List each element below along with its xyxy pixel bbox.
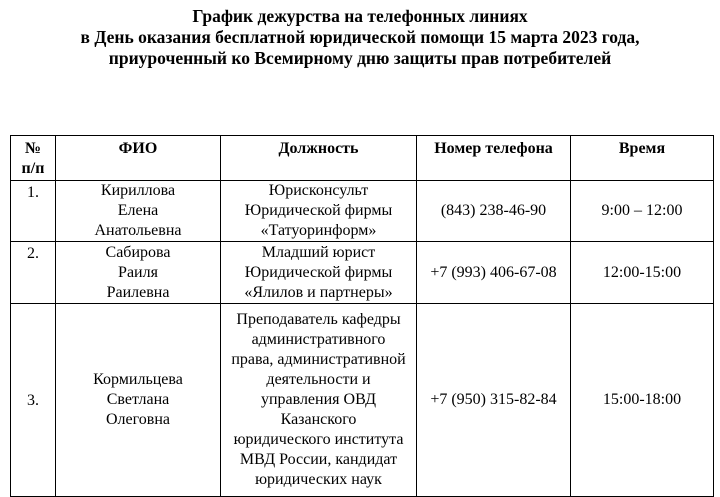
row-number: 3. <box>11 304 56 497</box>
name-line: Анатольевна <box>94 222 182 239</box>
position-line: «Ялилов и партнеры» <box>244 283 393 301</box>
row-name <box>56 242 221 304</box>
position-line: административного <box>251 331 386 348</box>
header-number: № п/п <box>11 136 56 181</box>
row-position <box>221 242 417 304</box>
table-row <box>11 304 714 497</box>
name-line: Олеговна <box>105 411 171 428</box>
row-time: 15:00-18:00 <box>571 304 714 497</box>
title-line-2: в День оказания бесплатной юридической помощи 15 марта 2023 года, <box>80 27 640 47</box>
row-name <box>56 304 221 497</box>
row-time: 12:00-15:00 <box>571 242 714 304</box>
title-line-3: приуроченный ко Всемирному дню защиты прав потребителей <box>108 48 612 68</box>
position-line: юридических наук <box>255 471 382 488</box>
position-line: Юридической фирмы <box>244 202 393 219</box>
position-line: юридического института <box>233 431 404 448</box>
header-position: Должность <box>221 136 417 181</box>
position-line: «Татуоринформ» <box>260 222 377 239</box>
name-line: Сабирова <box>105 243 171 261</box>
table-row <box>11 242 714 304</box>
table-row <box>11 181 714 242</box>
title-line-1: График дежурства на телефонных линиях <box>192 6 528 26</box>
header-time: Время <box>571 136 714 181</box>
name-line: Елена <box>117 202 159 219</box>
row-phone: (843) 238-46-90 <box>417 181 571 242</box>
position-line: управления ОВД <box>260 391 377 408</box>
position-line: Преподаватель кафедры <box>236 311 401 328</box>
row-position <box>221 304 417 497</box>
header-phone: Номер телефона <box>417 136 571 181</box>
document-title <box>0 6 720 69</box>
name-line: Светлана <box>106 391 170 408</box>
row-time: 9:00 – 12:00 <box>571 181 714 242</box>
position-line: деятельности и <box>266 371 371 388</box>
row-name <box>56 181 221 242</box>
duty-schedule-table <box>10 135 714 497</box>
row-phone: +7 (950) 315-82-84 <box>417 304 571 497</box>
position-line: МВД России, кандидат <box>239 451 398 468</box>
position-line: Юрисконсульт <box>268 182 369 199</box>
header-name: ФИО <box>56 136 221 181</box>
position-line: Младший юрист <box>261 243 376 261</box>
position-line: права, административной <box>231 351 406 368</box>
row-position <box>221 181 417 242</box>
table-header-row <box>11 136 714 181</box>
row-phone: +7 (993) 406-67-08 <box>417 242 571 304</box>
row-number: 2. <box>11 242 56 304</box>
position-line: Юридической фирмы <box>244 263 393 281</box>
name-line: Раиля <box>118 263 158 281</box>
name-line: Раилевна <box>106 283 170 301</box>
position-line: Казанского <box>280 411 357 428</box>
name-line: Кормильцева <box>93 371 183 388</box>
row-number: 1. <box>11 181 56 242</box>
name-line: Кириллова <box>100 182 176 199</box>
